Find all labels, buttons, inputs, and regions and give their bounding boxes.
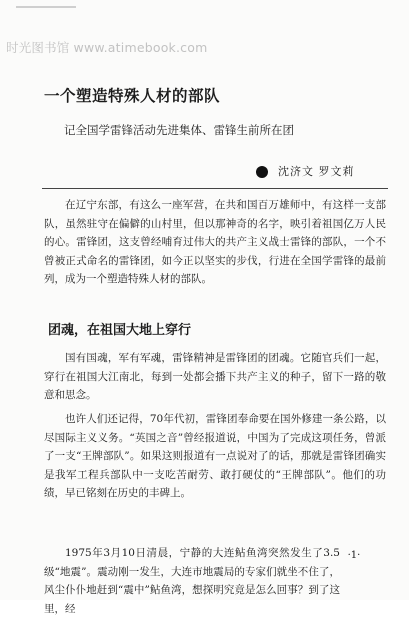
article-subtitle: 记全国学雷锋活动先进集体、雷锋生前所在团 (64, 123, 294, 137)
section-heading: 团魂，在祖国大地上穿行 (48, 323, 192, 338)
scan-mark (16, 6, 76, 8)
divider-rule (42, 188, 388, 189)
page-number: ·1· (347, 550, 361, 561)
paragraph-soul: 国有国魂，军有军魂，雷锋精神是雷锋团的团魂。它随官兵们一起，穿行在祖国大江南北，每到一处都会播下共产主义的种子，留下一路的敬意和思念。 (44, 352, 386, 401)
article-authors: 沈济文 罗文莉 (278, 165, 355, 178)
article-title: 一个塑造特殊人材的部队 (44, 86, 221, 105)
paragraph-history: 也许人们还记得，70年代初，雷锋团奉命要在国外修建一条公路，以尽国际主义义务。“英国之音”曾经报道说，中国为了完成这项任务，曾派了一支“王牌部队”。如果这则报道有一点说对了的话，那就是雷锋团确实是我军工程兵部队中一支吃苦耐劳、敢打硬仗的“王牌部队”。他们的功绩，早已铭刻在历史的丰碑上。 (44, 413, 386, 499)
paragraph-intro: 在辽宁东部，有这么一座军营，在共和国百万雄师中，有这样一支部队，虽然驻守在偏僻的山村里，但以那神奇的名字，映引着祖国亿万人民的心。雷锋团，这支曾经哺育过伟大的共产主义战士雷锋的部队，一个不曾被正式命名的雷锋团，如今正以坚实的步伐，行进在全国学雷锋的最前列，成为一个塑造特殊人材的部队。 (44, 199, 386, 285)
watermark-site-url: www.atimebook.com (73, 40, 208, 55)
watermark (6, 38, 226, 56)
watermark-site-name: 时光图书馆 (6, 40, 70, 55)
bullet-dot-icon (256, 166, 268, 178)
paragraph-earthquake: 1975年3月10日清晨，宁静的大连鲇鱼湾突然发生了3.5级“地震”。震动刚一发生，大连市地震局的专家们就坐不住了，风尘仆仆地赶到“震中”鲇鱼湾，想探明究竟是怎么回事？到了这里，经 (44, 547, 340, 615)
